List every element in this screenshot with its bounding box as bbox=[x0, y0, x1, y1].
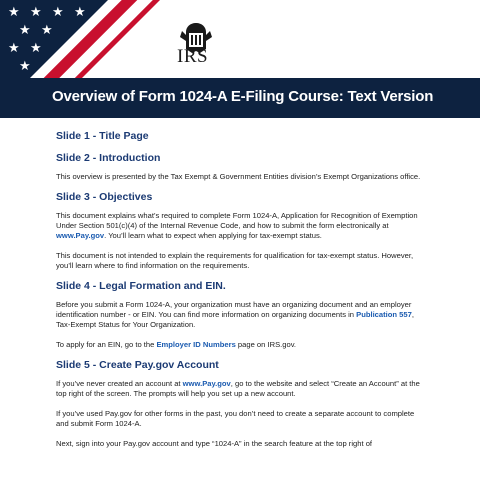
slide-2-paragraph: This overview is presented by the Tax Exempt & Government Entities division’s Exempt Organizations office. bbox=[56, 172, 421, 181]
slide-3-heading: Slide 3 - Objectives bbox=[56, 191, 153, 203]
american-flag-graphic bbox=[0, 0, 200, 78]
page-title: Overview of Form 1024-A E-Filing Course: Text Version bbox=[52, 88, 434, 105]
employer-id-numbers-link[interactable]: Employer ID Numbers bbox=[156, 340, 236, 349]
title-banner bbox=[0, 78, 480, 118]
slide-3-paragraph-2: This document is not intended to explain the requirements for qualification for tax-exempt status. However, you’ll learn where to find information on the requirements. bbox=[56, 251, 414, 270]
svg-text:★: ★ bbox=[74, 5, 86, 20]
slide-5-paragraph-2: If you’ve used Pay.gov for other forms in the past, you don’t need to create a separate account to complete and submit Form 1024-A. bbox=[56, 409, 415, 428]
svg-text:★: ★ bbox=[30, 41, 42, 56]
slide-2-heading: Slide 2 - Introduction bbox=[56, 152, 161, 164]
page-header bbox=[0, 0, 480, 78]
slide-5-heading: Slide 5 - Create Pay.gov Account bbox=[56, 359, 219, 371]
text-run: . You’ll learn what to expect when applying for tax-exempt status. bbox=[104, 231, 322, 240]
svg-text:★: ★ bbox=[8, 5, 20, 20]
slide-4-paragraph-1 bbox=[56, 300, 426, 330]
svg-text:★: ★ bbox=[19, 59, 31, 74]
svg-text:★: ★ bbox=[52, 5, 64, 20]
irs-wordmark: IRS bbox=[177, 46, 209, 67]
text-run: Before you submit a Form 1024-A, your organization must have an organizing document and an employer identification number - or EIN. You can find more information on organizing documents in bbox=[56, 300, 412, 319]
slide-4-paragraph-2 bbox=[56, 340, 426, 350]
svg-text:★: ★ bbox=[30, 5, 42, 20]
paygov-link[interactable]: www.Pay.gov bbox=[182, 379, 231, 388]
svg-text:★: ★ bbox=[19, 23, 31, 38]
svg-text:★: ★ bbox=[8, 41, 20, 56]
slide-5-paragraph-1 bbox=[56, 379, 426, 399]
slide-5-paragraph-3: Next, sign into your Pay.gov account and type “1024-A” in the search feature at the top right of bbox=[56, 439, 373, 448]
text-run: page on IRS.gov. bbox=[235, 340, 297, 349]
text-run: , Tax-Exempt Status for Your Organization. bbox=[56, 310, 414, 329]
svg-text:★: ★ bbox=[41, 23, 53, 38]
text-run: This document explains what’s required to complete Form 1024-A, Application for Recognition of Exemption Under Section 501(c)(4) of the Internal Revenue Code, and how to submit the form electronically at bbox=[56, 211, 418, 230]
text-run: To apply for an EIN, go to the bbox=[56, 340, 157, 349]
text-run: , go to the website and select “Create an Account” at the top right of the screen. The prompts will help you set up a new account. bbox=[56, 379, 420, 398]
document-body bbox=[56, 130, 426, 449]
paygov-link[interactable]: www.Pay.gov bbox=[56, 231, 105, 240]
slide-3-paragraph-1 bbox=[56, 211, 426, 241]
slide-1-heading: Slide 1 - Title Page bbox=[56, 130, 149, 142]
slide-4-heading: Slide 4 - Legal Formation and EIN. bbox=[56, 280, 226, 292]
publication-557-link[interactable]: Publication 557 bbox=[356, 310, 412, 319]
text-run: If you’ve never created an account at bbox=[56, 379, 183, 388]
